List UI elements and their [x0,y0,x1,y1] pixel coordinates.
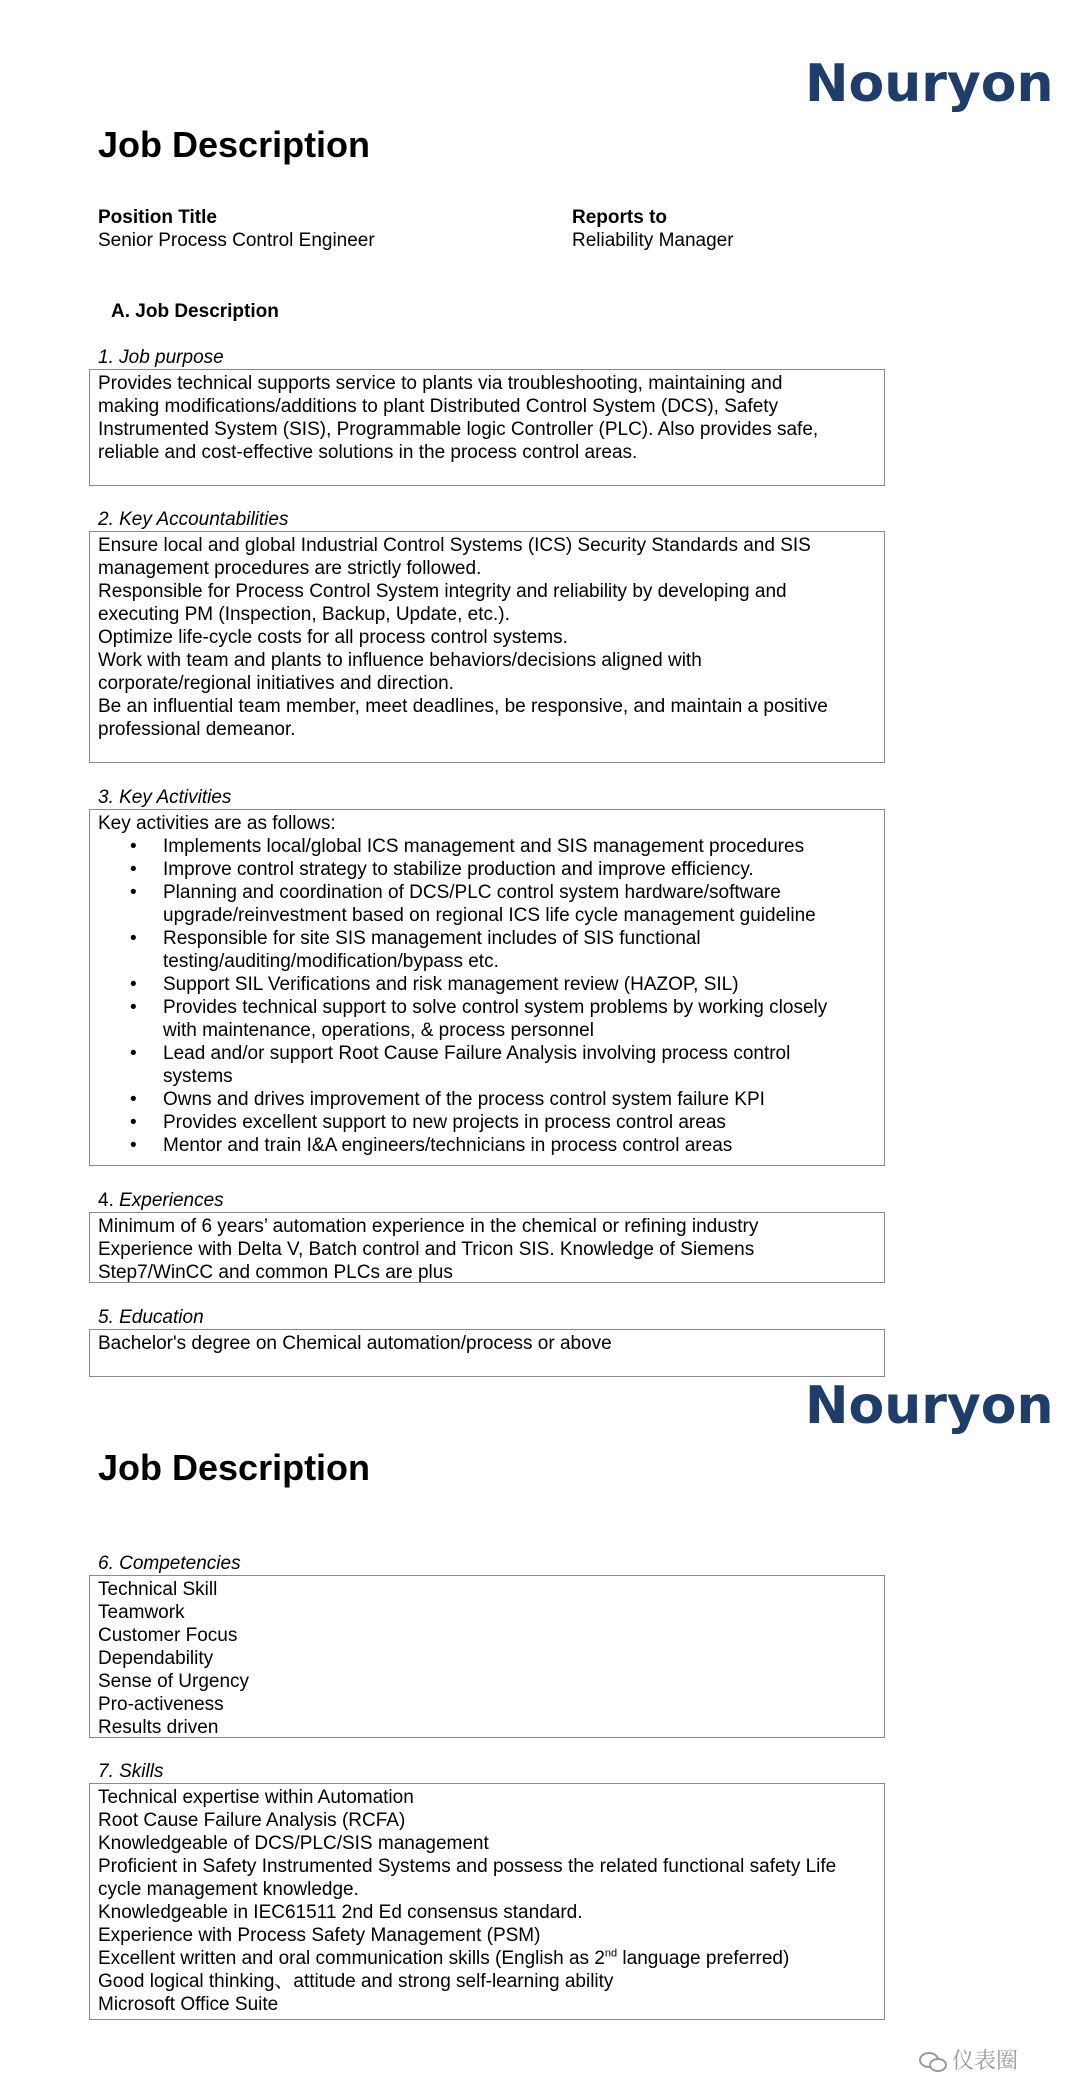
text-line: reliable and cost-effective solutions in the process control areas. [98,442,638,463]
text-line: Bachelor's degree on Chemical automation/process or above [98,1333,612,1354]
job-purpose-label: 1. Job purpose [98,347,224,368]
text-line: Teamwork [98,1602,185,1623]
text-line: Ensure local and global Industrial Control Systems (ICS) Security Standards and SIS [98,535,811,556]
text-line: executing PM (Inspection, Backup, Update, etc.). [98,604,510,625]
list-item: • Planning and coordination of DCS/PLC control system hardware/software upgrade/reinvestment based on regional ICS life cycle management guideline [98,881,876,927]
page-title: Job Description [98,1447,371,1488]
text-line: cycle management knowledge. [98,1879,359,1900]
text-line: Dependability [98,1648,214,1669]
text-line: Minimum of 6 years’ automation experience in the chemical or refining industry [98,1216,759,1237]
text-line: corporate/regional initiatives and direction. [98,673,454,694]
text-line: Optimize life-cycle costs for all process control systems. [98,627,568,648]
list-item: • Support SIL Verifications and risk management review (HAZOP, SIL) [98,973,876,996]
text-line: Responsible for Process Control System integrity and reliability by developing and [98,581,787,602]
list-item: • Responsible for site SIS management includes of SIS functional testing/auditing/modification/bypass etc. [98,927,876,973]
text-line: Microsoft Office Suite [98,1994,279,2015]
key-activities-label: 3. Key Activities [98,787,232,808]
page-title: Job Description [98,124,371,165]
text-line: Be an influential team member, meet deadlines, be responsive, and maintain a positive [98,696,828,717]
text-line: Technical expertise within Automation [98,1787,414,1808]
competencies-label: 6. Competencies [98,1553,241,1574]
key-activities-box [89,809,885,1166]
text-line: Knowledgeable of DCS/PLC/SIS management [98,1833,489,1854]
text-line: Provides technical supports service to plants via troubleshooting, maintaining and [98,373,783,394]
list-item: • Owns and drives improvement of the process control system failure KPI [98,1088,876,1111]
list-item: • Provides excellent support to new projects in process control areas [98,1111,876,1134]
competencies-box [89,1575,885,1738]
text-line: Experience with Process Safety Management (PSM) [98,1925,541,1946]
text-line: Knowledgeable in IEC61511 2nd Ed consensus standard. [98,1902,583,1923]
position-title-label: Position Title [98,207,217,228]
watermark [918,2050,1018,2074]
text-line: Results driven [98,1717,219,1738]
text-line: Good logical thinking、attitude and strong self-learning ability [98,1971,614,1992]
list-item: • Mentor and train I&A engineers/technicians in process control areas [98,1134,876,1157]
education-label: 5. Education [98,1307,204,1328]
skills-label: 7. Skills [98,1761,164,1782]
text-line: Proficient in Safety Instrumented Systems and possess the related functional safety Life [98,1856,837,1877]
text-line: Excellent written and oral communication skills (English as 2nd language preferred) [98,1947,790,1969]
nouryon-logo: Nouryon [805,1376,1054,1436]
text-line: Technical Skill [98,1579,218,1600]
text-line: Step7/WinCC and common PLCs are plus [98,1262,453,1283]
text-line: Work with team and plants to influence behaviors/decisions aligned with [98,650,702,671]
nouryon-logo: Nouryon [805,54,1054,114]
list-item: • Implements local/global ICS management and SIS management procedures [98,835,876,858]
wechat-icon [918,2051,948,2073]
text-line: making modifications/additions to plant Distributed Control System (DCS), Safety [98,396,779,417]
text-line: professional demeanor. [98,719,296,740]
activities-list [98,835,876,1157]
job-purpose-box [89,369,885,486]
key-accountabilities-label: 2. Key Accountabilities [98,509,289,530]
experiences-box [89,1212,885,1283]
experiences-label: 4. Experiences [98,1190,224,1211]
text-line: Pro-activeness [98,1694,224,1715]
skills-box [89,1783,885,2020]
text-line: management procedures are strictly followed. [98,558,482,579]
watermark-text: 仪表圈 [952,2049,1019,2074]
position-title-value: Senior Process Control Engineer [98,230,375,251]
reports-to-label: Reports to [572,207,667,228]
text-line: Sense of Urgency [98,1671,250,1692]
list-item: • Improve control strategy to stabilize production and improve efficiency. [98,858,876,881]
text-line: Experience with Delta V, Batch control and Tricon SIS. Knowledge of Siemens [98,1239,755,1260]
text-line: Root Cause Failure Analysis (RCFA) [98,1810,406,1831]
education-box [89,1329,885,1377]
reports-to-value: Reliability Manager [572,230,734,251]
section-a-heading: A. Job Description [111,301,279,322]
key-accountabilities-box [89,531,885,763]
list-item: • Lead and/or support Root Cause Failure Analysis involving process control systems [98,1042,876,1088]
text-line: Customer Focus [98,1625,238,1646]
list-item: • Provides technical support to solve control system problems by working closely with maintenance, operations, & process personnel [98,996,876,1042]
text-line: Instrumented System (SIS), Programmable logic Controller (PLC). Also provides safe, [98,419,819,440]
activities-intro: Key activities are as follows: [98,813,336,834]
